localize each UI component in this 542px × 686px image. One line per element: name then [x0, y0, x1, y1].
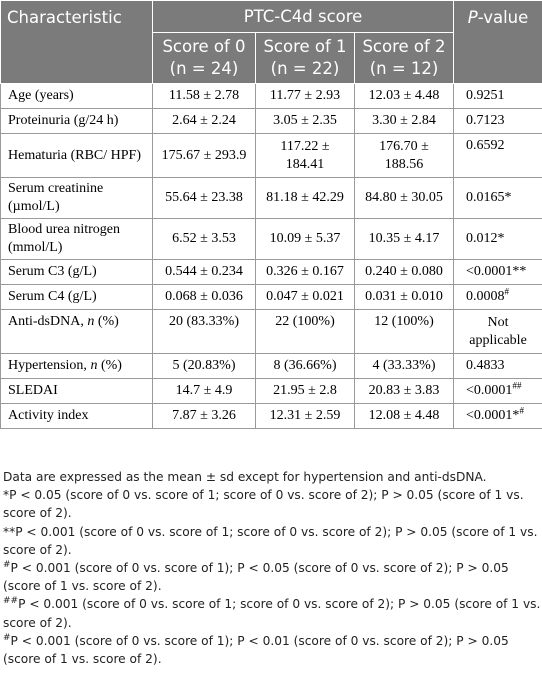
pvalue-text: 0.4833	[466, 358, 505, 373]
cell-score-2: 0.240 ± 0.080	[355, 260, 454, 285]
row-label-post: (%)	[94, 314, 119, 329]
header-score-1	[256, 33, 355, 84]
cell-score-2: 3.30 ± 2.84	[355, 109, 454, 134]
row-label: Age (years)	[1, 84, 153, 109]
row-label: Serum creatinine (µmol/L)	[1, 178, 153, 219]
footnote-text: P < 0.001 (score of 0 vs. score of 1); P < 0.01 (score of 0 vs. score of 2); P > 0.05 (score of 1 vs. score of 2).	[3, 633, 509, 667]
header-score-0	[153, 33, 256, 84]
cell-score-1: 12.31 ± 2.59	[256, 404, 355, 429]
pvalue-text: 0.0165*	[466, 190, 512, 205]
header-score-0-label: Score of 0	[162, 37, 246, 56]
pvalue-footnote-mark: #	[504, 286, 510, 297]
row-label: SLEDAI	[1, 379, 153, 404]
cell-score-0: 0.544 ± 0.234	[153, 260, 256, 285]
cell-pvalue	[454, 178, 542, 219]
pvalue-text: 0.012*	[466, 231, 505, 246]
cell-score-1: 11.77 ± 2.93	[256, 84, 355, 109]
header-score-2-n: (n = 12)	[369, 59, 439, 78]
header-pvalue	[454, 1, 542, 84]
cell-pvalue	[454, 310, 542, 354]
cell-score-0: 55.64 ± 23.38	[153, 178, 256, 219]
table-row	[1, 109, 542, 134]
row-label: Serum C4 (g/L)	[1, 285, 153, 310]
footnote	[3, 595, 541, 631]
pvalue-text: <0.0001**	[466, 264, 527, 279]
footnote-mark: ##	[3, 596, 19, 607]
cell-score-0: 0.068 ± 0.036	[153, 285, 256, 310]
header-score-2-label: Score of 2	[362, 37, 446, 56]
footnote-mark: **	[3, 524, 16, 539]
row-label: Proteinuria (g/24 h)	[1, 109, 153, 134]
footnote-text: Data are expressed as the mean ± sd except for hypertension and anti-dsDNA.	[3, 470, 487, 484]
table-row	[1, 178, 542, 219]
row-label: Activity index	[1, 404, 153, 429]
table-row	[1, 354, 542, 379]
table-footnotes	[0, 468, 541, 668]
cell-score-2: 84.80 ± 30.05	[355, 178, 454, 219]
pvalue-text: <0.0001*	[466, 408, 520, 423]
row-label-n: n	[87, 314, 95, 329]
cell-score-2: 12 (100%)	[355, 310, 454, 354]
cell-score-1: 81.18 ± 42.29	[256, 178, 355, 219]
table-row	[1, 404, 542, 429]
table-row	[1, 84, 542, 109]
cell-score-0: 11.58 ± 2.78	[153, 84, 256, 109]
row-label	[1, 354, 153, 379]
row-label	[1, 310, 153, 354]
cell-score-2: 12.03 ± 4.48	[355, 84, 454, 109]
cell-score-0: 20 (83.33%)	[153, 310, 256, 354]
header-pvalue-rest: -value	[477, 8, 529, 27]
cell-score-1: 0.047 ± 0.021	[256, 285, 355, 310]
cell-score-1: 3.05 ± 2.35	[256, 109, 355, 134]
footnote	[3, 486, 541, 522]
cell-pvalue	[454, 354, 542, 379]
footnote-text: P < 0.001 (score of 0 vs. score of 1); P < 0.05 (score of 0 vs. score of 2); P > 0.05 (score of 1 vs. score of 2).	[3, 561, 509, 594]
cell-pvalue	[454, 379, 542, 404]
cell-score-0: 2.64 ± 2.24	[153, 109, 256, 134]
header-score-1-label: Score of 1	[263, 37, 347, 56]
cell-score-1: 10.09 ± 5.37	[256, 219, 355, 260]
row-label: Hematuria (RBC/ HPF)	[1, 134, 153, 178]
cell-score-1: 22 (100%)	[256, 310, 355, 354]
pvalue-text: <0.0001	[466, 383, 513, 398]
pvalue-text: 0.7123	[466, 113, 505, 128]
header-pvalue-p: P	[467, 8, 478, 27]
footnote-mark: *	[3, 488, 10, 503]
cell-score-1: 8 (36.66%)	[256, 354, 355, 379]
pvalue-text: 0.9251	[466, 88, 505, 103]
cell-score-2: 0.031 ± 0.010	[355, 285, 454, 310]
footnote-mark: #	[3, 632, 11, 643]
footnote-text: P < 0.001 (score of 0 vs. score of 1; score of 0 vs. score of 2); P > 0.05 (score of 1 vs. score of 2).	[3, 597, 541, 630]
cell-pvalue	[454, 285, 542, 310]
table-row	[1, 310, 542, 354]
table-row	[1, 134, 542, 178]
footnote	[3, 632, 541, 668]
cell-score-0: 5 (20.83%)	[153, 354, 256, 379]
header-score-2	[355, 33, 454, 84]
footnote-mark: #	[3, 559, 11, 570]
header-group: PTC-C4d score	[153, 1, 454, 33]
pvalue-footnote-mark: ##	[512, 380, 522, 391]
cell-score-0: 175.67 ± 293.9	[153, 134, 256, 178]
header-characteristic: Characteristic	[1, 1, 153, 84]
header-score-0-n: (n = 24)	[169, 59, 239, 78]
cell-score-1: 21.95 ± 2.8	[256, 379, 355, 404]
cell-score-0: 14.7 ± 4.9	[153, 379, 256, 404]
table-row	[1, 260, 542, 285]
footnote	[3, 559, 541, 595]
cell-pvalue	[454, 109, 542, 134]
pvalue-footnote-mark: #	[519, 405, 524, 416]
cell-pvalue	[454, 219, 542, 260]
cell-score-1: 0.326 ± 0.167	[256, 260, 355, 285]
cell-score-1: 117.22 ± 184.41	[256, 134, 355, 178]
row-label-pre: Anti-dsDNA,	[8, 314, 88, 329]
pvalue-text: Not applicable	[469, 314, 527, 348]
header-score-1-n: (n = 22)	[270, 59, 340, 78]
cell-score-2: 20.83 ± 3.83	[355, 379, 454, 404]
table-row	[1, 379, 542, 404]
cell-score-2: 176.70 ± 188.56	[355, 134, 454, 178]
pvalue-text: 0.0008	[466, 289, 505, 304]
row-label: Serum C3 (g/L)	[1, 260, 153, 285]
row-label-pre: Hypertension,	[8, 358, 91, 373]
cell-pvalue	[454, 404, 542, 429]
cell-score-2: 10.35 ± 4.17	[355, 219, 454, 260]
row-label-post: (%)	[97, 358, 122, 373]
row-label-n: n	[90, 358, 98, 373]
cell-score-2: 12.08 ± 4.48	[355, 404, 454, 429]
table-row	[1, 285, 542, 310]
row-label: Blood urea nitrogen (mmol/L)	[1, 219, 153, 260]
cell-pvalue	[454, 260, 542, 285]
cell-score-2: 4 (33.33%)	[355, 354, 454, 379]
footnote-text: P < 0.001 (score of 0 vs. score of 1; score of 0 vs. score of 2); P > 0.05 (score of 1 vs. score of 2).	[3, 524, 538, 557]
footnote-text: P < 0.05 (score of 0 vs. score of 1; score of 0 vs. score of 2); P > 0.05 (score of 1 vs. score of 2).	[3, 488, 524, 521]
pvalue-text: 0.6592	[466, 138, 505, 153]
cell-pvalue	[454, 134, 542, 178]
cell-score-0: 6.52 ± 3.53	[153, 219, 256, 260]
cell-pvalue	[454, 84, 542, 109]
cell-score-0: 7.87 ± 3.26	[153, 404, 256, 429]
footnote	[3, 468, 541, 486]
table-row	[1, 219, 542, 260]
footnote	[3, 523, 541, 559]
